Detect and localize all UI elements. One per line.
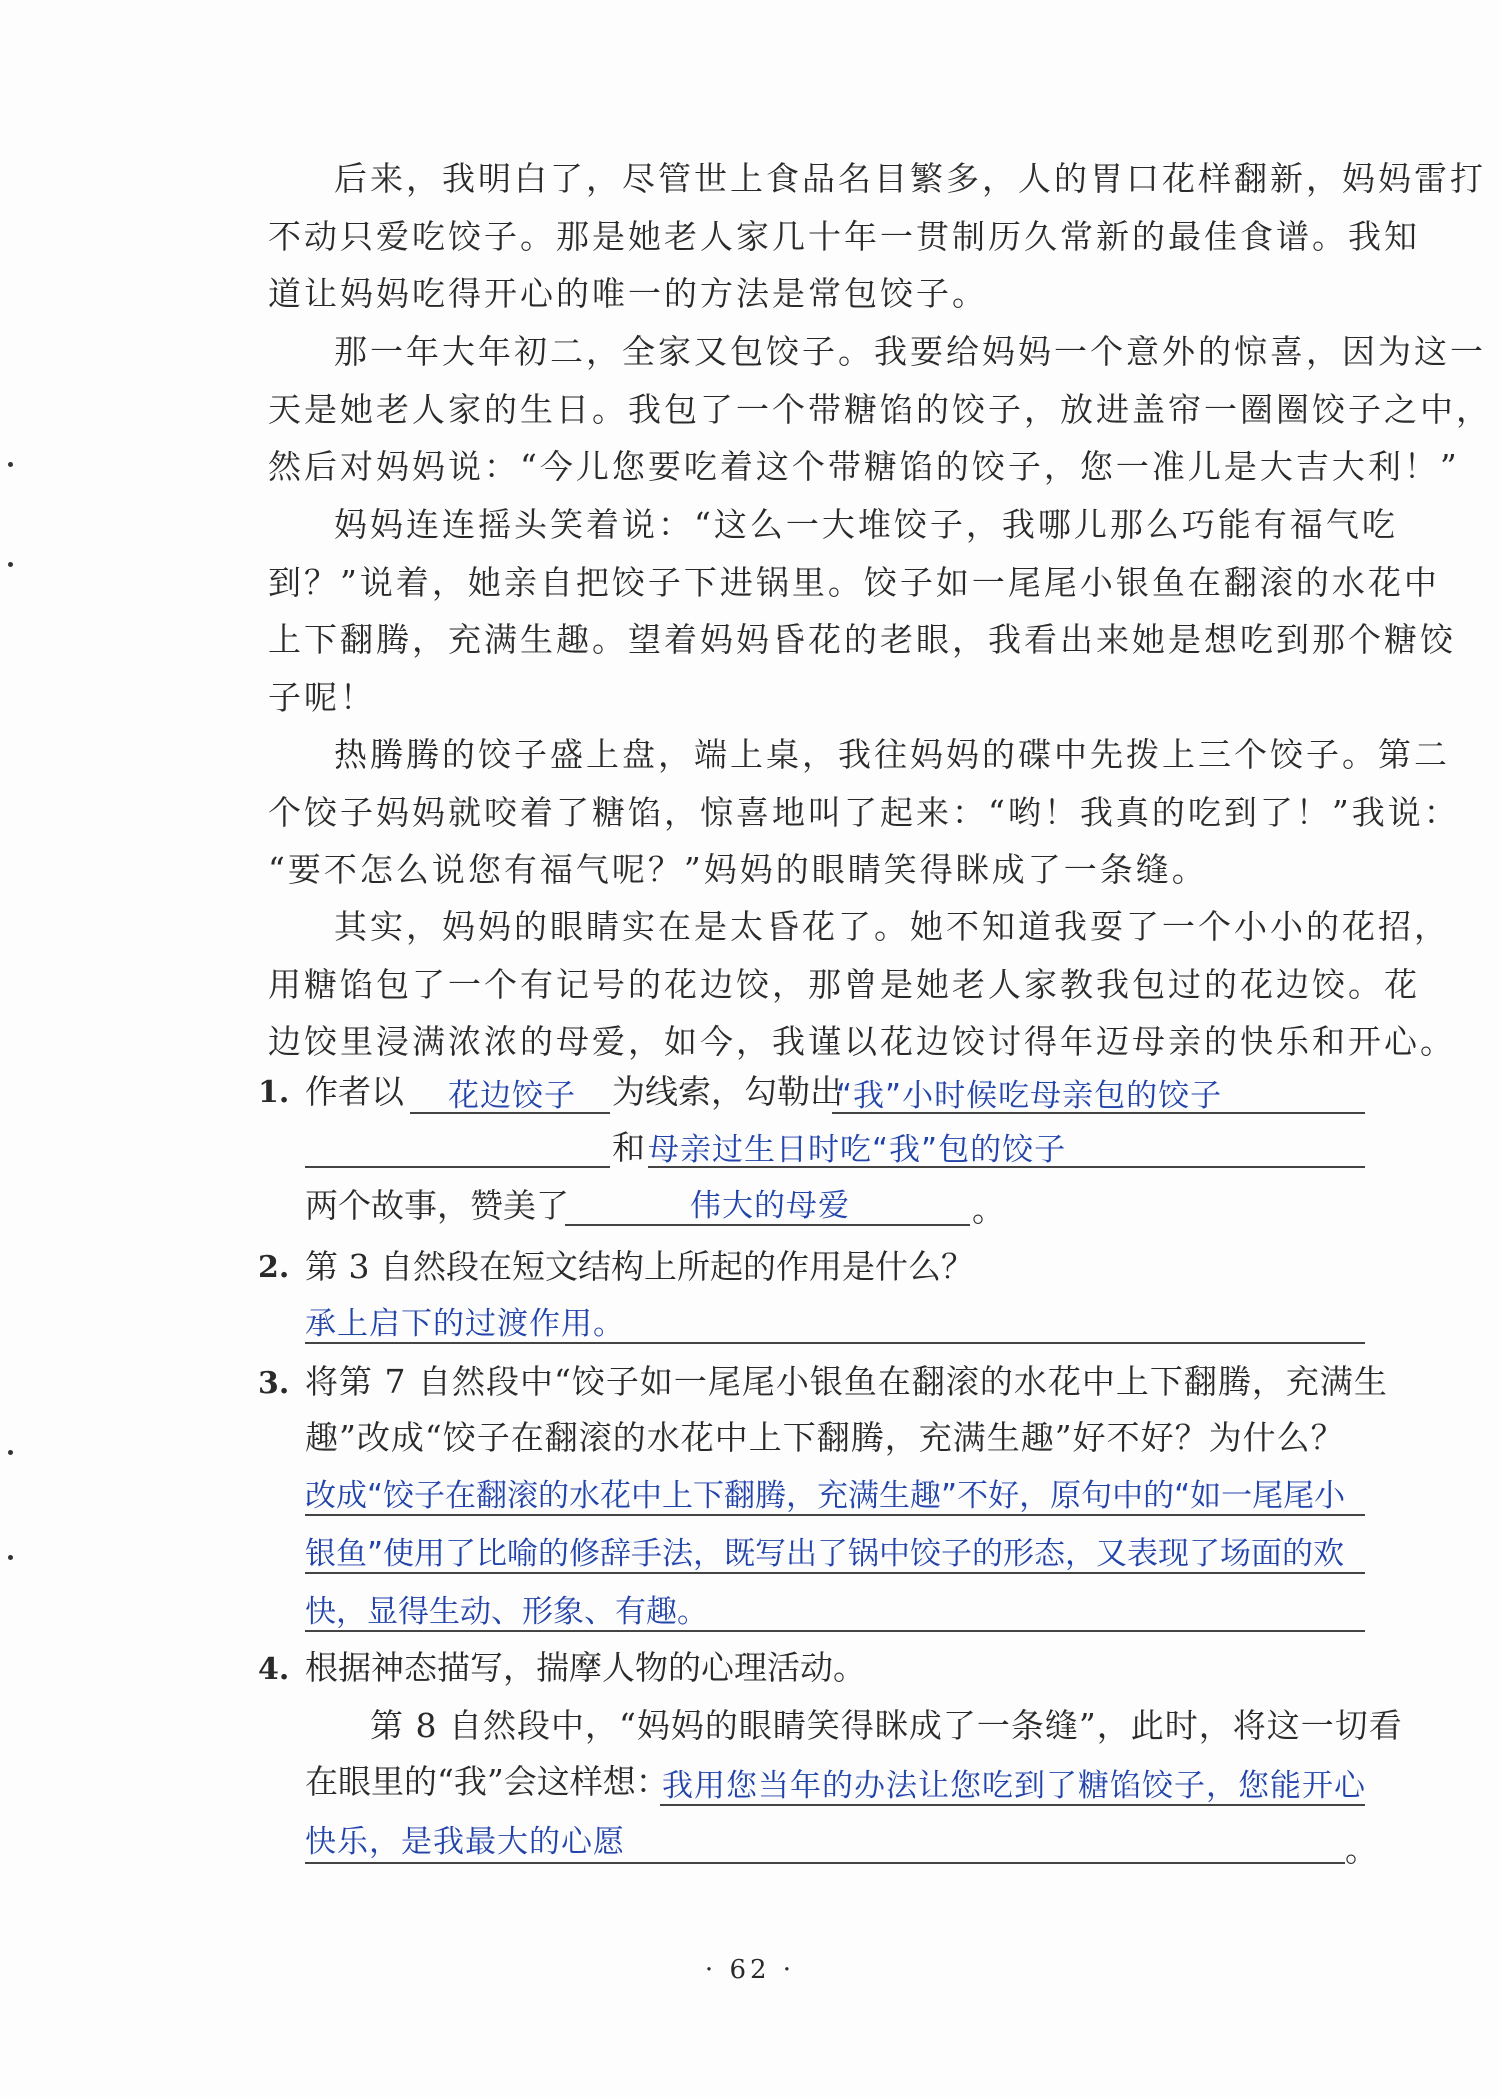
answer-blank[interactable] (305, 1862, 1345, 1864)
answer-blank[interactable] (305, 1572, 1365, 1574)
answer-3-line: 银鱼”使用了比喻的修辞手法，既写出了锅中饺子的形态，又表现了场面的欢 (305, 1536, 1345, 1572)
answer-1d: 伟大的母爱 (690, 1188, 850, 1224)
question-2-number: 2. (258, 1250, 290, 1285)
paragraph-5 (268, 898, 1456, 1071)
paragraph-2 (268, 323, 1492, 496)
paragraph-1 (268, 150, 1486, 323)
answer-blank[interactable] (305, 1166, 610, 1168)
paragraph-line: 其实，妈妈的眼睛实在是太昏花了。她不知道我耍了一个小小的花招， (334, 907, 1450, 946)
question-4-text: 根据神态描写，揣摩人物的心理活动。 (305, 1648, 866, 1687)
paragraph-line: 个饺子妈妈就咬着了糖馅，惊喜地叫了起来：“哟！我真的吃到了！”我说： (268, 792, 1460, 832)
question-1-text-2: 为线索，勾勒出 (612, 1072, 843, 1111)
question-4-number: 4. (258, 1652, 290, 1687)
paragraph-line: 上下翻腾，充满生趣。望着妈妈昏花的老眼，我看出来她是想吃到那个糖饺 (268, 620, 1456, 659)
paragraph-line: 边饺里浸满浓浓的母爱，如今，我谨以花边饺讨得年迈母亲的快乐和开心。 (268, 1022, 1456, 1061)
paragraph-line: 用糖馅包了一个有记号的花边饺，那曾是她老人家教我包过的花边饺。花 (268, 964, 1420, 1004)
paragraph-line: 然后对妈妈说：“今儿您要吃着这个带糖馅的饺子，您一准儿是大吉大利！” (268, 447, 1460, 486)
question-1-text-5: 。 (972, 1190, 1005, 1229)
question-3-line-1: 将第 7 自然段中“饺子如一尾尾小银鱼在翻滚的水花中上下翻腾，充满生 (305, 1362, 1388, 1401)
paragraph-line: 不动只爱吃饺子。那是她老人家几十年一贯制历久常新的最佳食谱。我知 (268, 216, 1420, 256)
question-3-line-2: 趣”改成“饺子在翻滚的水花中上下翻腾，充满生趣”好不好？为什么？ (305, 1418, 1345, 1457)
paragraph-line: 那一年大年初二，全家又包饺子。我要给妈妈一个意外的惊喜，因为这一 (334, 332, 1486, 371)
margin-dot (8, 1450, 13, 1455)
question-3-number: 3. (258, 1366, 290, 1401)
paragraph-line: 到？”说着，她亲自把饺子下进锅里。饺子如一尾尾小银鱼在翻滚的水花中 (268, 562, 1440, 602)
page-number: · 62 · (704, 1955, 796, 1985)
question-1-text-3: 和 (612, 1128, 645, 1167)
paragraph-line: 后来，我明白了，尽管世上食品名目繁多，人的胃口花样翻新，妈妈雷打 (334, 159, 1486, 198)
question-4-line-1: 第 8 自然段中，“妈妈的眼睛笑得眯成了一条缝”，此时，将这一切看 (370, 1706, 1403, 1745)
answer-2: 承上启下的过渡作用。 (305, 1306, 625, 1342)
question-4-line-2-prefix: 在眼里的“我”会这样想： (305, 1762, 669, 1801)
answer-blank[interactable] (305, 1514, 1365, 1516)
question-1-text-4: 两个故事，赞美了 (305, 1186, 569, 1225)
answer-blank[interactable] (305, 1630, 1365, 1632)
question-1-text-1: 作者以 (305, 1072, 404, 1111)
margin-dot (8, 1555, 13, 1560)
answer-blank[interactable] (660, 1804, 1365, 1806)
answer-3-line: 快，显得生动、形象、有趣。 (305, 1594, 708, 1630)
paragraph-line: 妈妈连连摇头笑着说：“这么一大堆饺子，我哪儿那么巧能有福气吃 (334, 505, 1398, 544)
answer-1a: 花边饺子 (448, 1078, 576, 1114)
paragraph-line: 热腾腾的饺子盛上盘，端上桌，我往妈妈的碟中先拨上三个饺子。第二 (334, 735, 1450, 774)
question-1-number: 1. (258, 1075, 290, 1110)
paragraph-line: 道让妈妈吃得开心的唯一的方法是常包饺子。 (268, 274, 988, 313)
question-4-end: 。 (1345, 1830, 1378, 1869)
paragraph-line: 天是她老人家的生日。我包了一个带糖馅的饺子，放进盖帘一圈圈饺子之中， (268, 389, 1492, 429)
paragraph-line: 子呢！ (268, 677, 376, 717)
paragraph-line: “要不怎么说您有福气呢？”妈妈的眼睛笑得眯成了一条缝。 (268, 850, 1208, 889)
paragraph-4 (268, 726, 1460, 899)
margin-dot (8, 562, 13, 567)
answer-4-line-1: 我用您当年的办法让您吃到了糖馅饺子，您能开心 (662, 1768, 1366, 1804)
margin-dot (8, 462, 13, 467)
answer-3-line: 改成“饺子在翻滚的水花中上下翻腾，充满生趣”不好，原句中的“如一尾尾小 (305, 1478, 1346, 1514)
paragraph-3 (268, 496, 1456, 726)
answer-1c: 母亲过生日时吃“我”包的饺子 (648, 1132, 1067, 1168)
answer-blank[interactable] (305, 1342, 1365, 1344)
answer-4-line-2: 快乐，是我最大的心愿 (305, 1824, 625, 1860)
question-2-text: 第 3 自然段在短文结构上所起的作用是什么？ (305, 1247, 974, 1286)
answer-1b: “我”小时候吃母亲包的饺子 (836, 1078, 1223, 1114)
